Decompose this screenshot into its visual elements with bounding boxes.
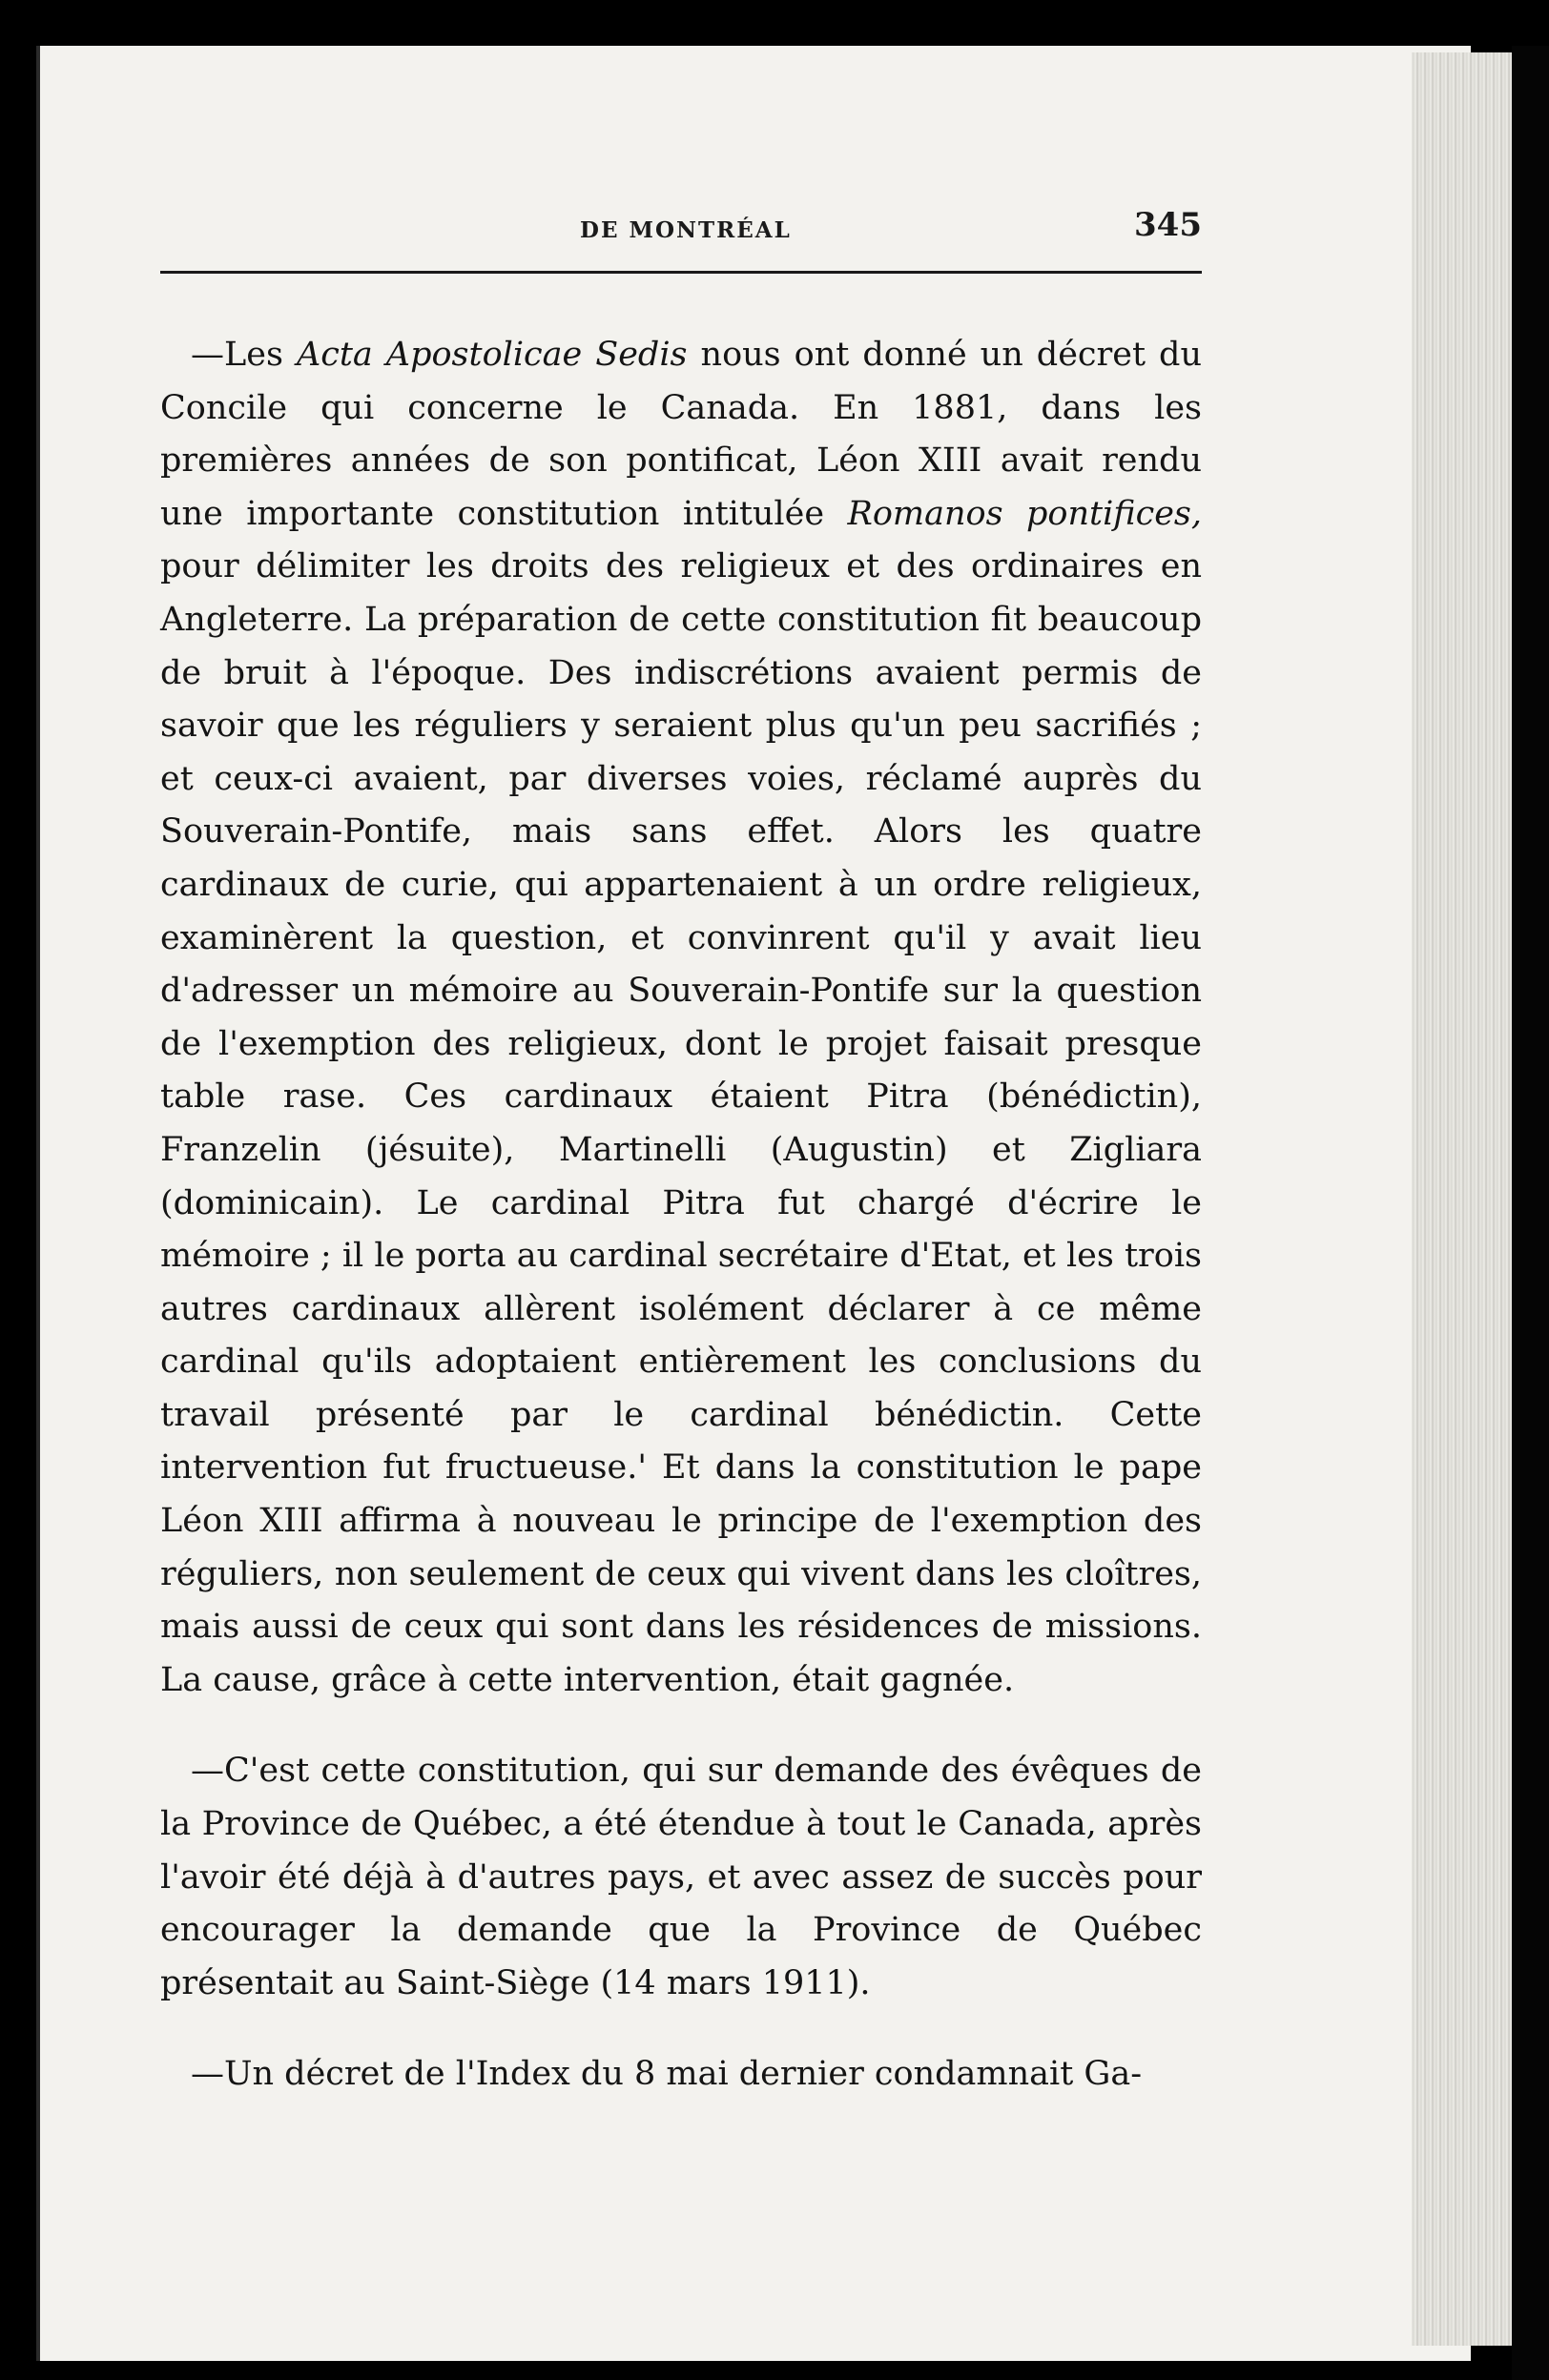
paragraph-acta [160, 329, 1202, 1707]
header-rule [160, 271, 1202, 274]
text-segment: nous ont donné un décret du Concile qui concerne le Canada. En 1881, dans les premières années de son pontificat, Léon XIII avait rendu une importante constitution intitulée [160, 336, 1203, 533]
page-number: 345 [1134, 206, 1202, 244]
text-segment: pour délimiter les droits des religieux et des ordinaires en Angleterre. La préparation de cette constitution fit beaucoup de bruit à l'époque. Des indiscrétions avaient permis de savoir que les réguliers y seraient plus qu'un peu sacrifiés ; et ceux-ci avaient, par diverses voies, réclamé auprès du Souverain-Pontife, mais sans effet. Alors les quatre cardinaux de curie, qui appartenaient à un ordre religieux, examinèrent la question, et convinrent qu'il y avait lieu d'adresser un mémoire au Souverain-Pontife sur la question de l'exemption des religieux, dont le projet faisait presque table rase. Ces cardinaux étaient Pitra (bénédictin), Franzelin (jésuite), Martinelli (Augustin) et Zigliara (dominicain). Le cardinal Pitra fut chargé d'écrire le mémoire ; il le porta au cardinal secrétaire d'Etat, et les trois autres cardinaux allèrent isolément déclarer à ce même cardinal qu'ils adoptaient entièrement les conclusions du travail présenté par le cardinal bénédictin. Cette intervention fut fructueuse.' Et dans la constitution le pape Léon XIII affirma à nouveau le principe de l'exemption des réguliers, non seulement de ceux qui vivent dans les cloîtres, mais aussi de ceux qui sont dans les résidences de missions. La cause, grâce à cette intervention, était gagnée. [160, 547, 1202, 1699]
body-text [160, 329, 1202, 2102]
book-edge-shadow [1512, 46, 1549, 2380]
running-head: DE MONTRÉAL [580, 217, 792, 243]
text-segment: —Un décret de l'Index du 8 mai dernier condamnait Ga- [191, 2055, 1143, 2094]
page-edges [1412, 52, 1517, 2346]
italic-title: Romanos pontifices, [847, 494, 1203, 533]
page-header [160, 202, 1202, 259]
text-segment: —C'est cette constitution, qui sur demande des évêques de la Province de Québec, a été étendue à tout le Canada, après l'avoir été déjà à d'autres pays, et avec assez de succès pour encourager la demande que la Province de Québec présentait au Saint-Siège (14 mars 1911). [160, 1752, 1202, 2002]
italic-title: Acta Apostolicae Sedis [296, 336, 688, 374]
paragraph-constitution [160, 1745, 1202, 2010]
text-segment: —Les [191, 336, 297, 374]
paragraph-index-decree [160, 2048, 1202, 2102]
